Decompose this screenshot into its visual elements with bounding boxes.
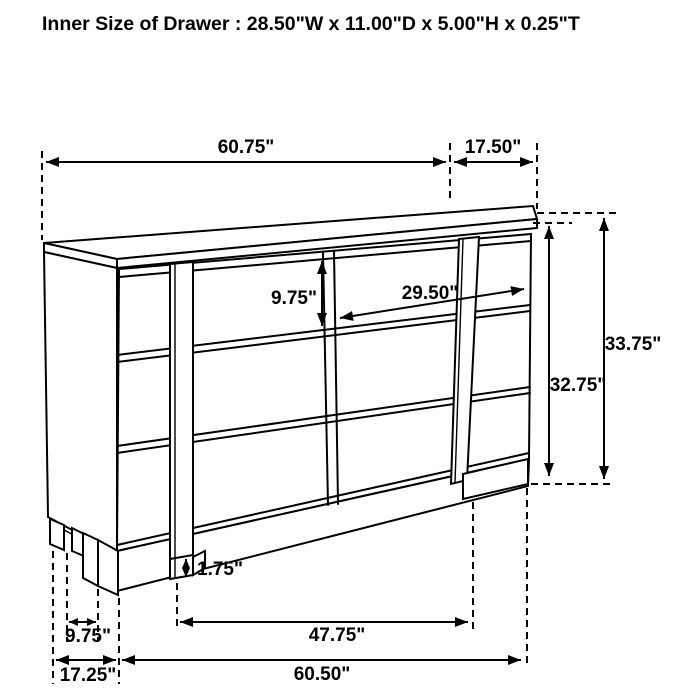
front-left-foot-side [83, 533, 98, 586]
dim-drawer-height-label: 9.75" [271, 288, 317, 309]
dim-base-width-label: 60.50" [293, 664, 351, 685]
dim-foot-spacing-label: 9.75" [65, 626, 111, 647]
back-left-foot [50, 519, 64, 550]
diagram-title: Inner Size of Drawer : 28.50"W x 11.00"D x 5.00"H x 0.25"T [42, 13, 580, 35]
front-left-foot-front [98, 540, 118, 595]
dresser-drawing [44, 206, 537, 595]
left-accent-strip [170, 262, 193, 579]
dim-drawer-width-label: 29.50" [401, 283, 459, 304]
dim-top-depth-label: 17.50" [464, 137, 522, 158]
dim-feet-span-label: 47.75" [308, 625, 366, 646]
dim-case-height-label: 32.75" [549, 375, 607, 396]
dresser-left-side-panel [44, 252, 117, 554]
dim-foot-height-label: 1.75" [197, 559, 243, 580]
dim-top-width-label: 60.75" [217, 137, 275, 158]
dim-base-depth-label: 17.25" [59, 665, 117, 686]
dim-overall-height-label: 33.75" [604, 334, 662, 355]
